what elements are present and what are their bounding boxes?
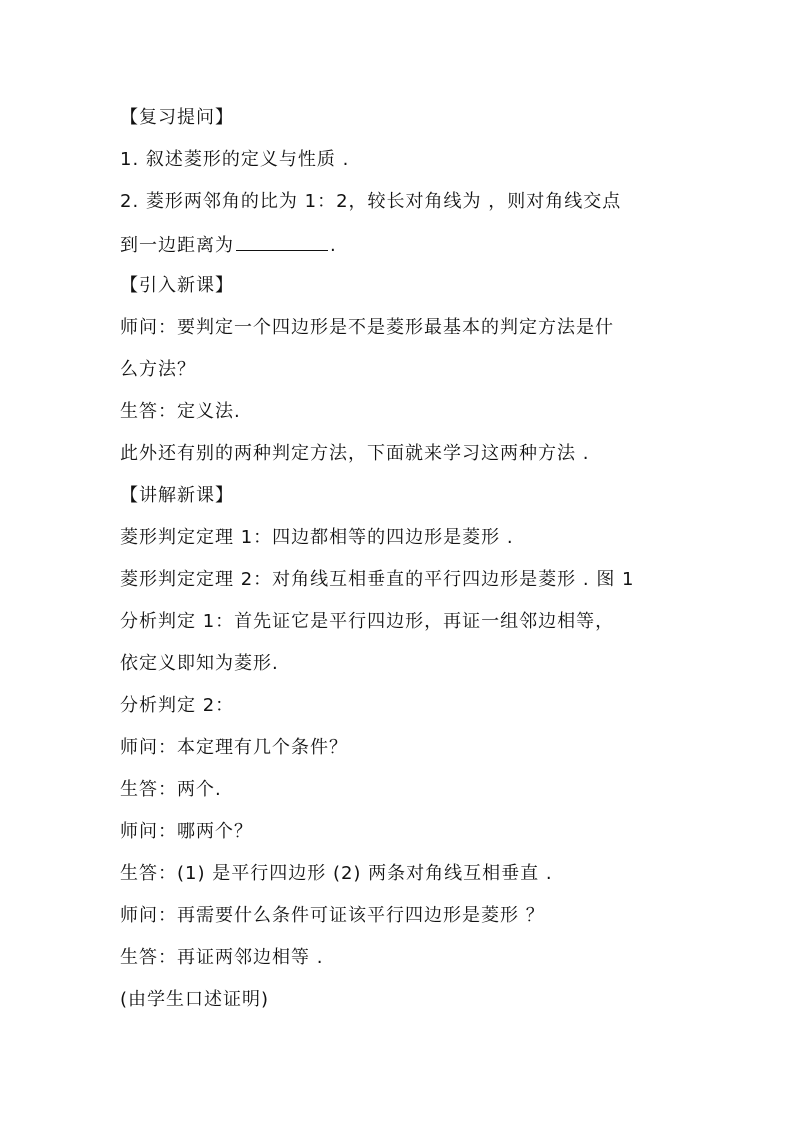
intro-teacher-question-line-2: 么方法？ <box>120 359 196 380</box>
intro-teacher-question-line-1: 师问：要判定一个四边形是不是菱形最基本的判定方法是什 <box>120 317 614 338</box>
review-question-2-prefix: 到一边距离为 <box>120 235 234 256</box>
heading-intro: 【引入新课】 <box>120 275 234 296</box>
analysis-2-heading: 分析判定 2： <box>120 695 235 716</box>
review-question-2-line-1: 2. 菱形两邻角的比为 1：2，较长对角线为 ，则对角线交点 <box>120 191 622 212</box>
theorem-1: 菱形判定定理 1：四边都相等的四边形是菱形 . <box>120 527 514 548</box>
dialog-line: 师问：再需要什么条件可证该平行四边形是菱形 ？ <box>120 905 545 926</box>
intro-more-methods: 此外还有别的两种判定方法，下面就来学习这两种方法 . <box>120 443 590 464</box>
review-question-2-line-2 <box>120 232 680 258</box>
intro-student-answer: 生答：定义法. <box>120 401 241 422</box>
dialog-line: 生答：(1) 是平行四边形 (2) 两条对角线互相垂直 . <box>120 863 553 884</box>
dialog-line: 师问：本定理有几个条件？ <box>120 737 348 758</box>
heading-review: 【复习提问】 <box>120 107 234 128</box>
dialog-line: (由学生口述证明) <box>120 989 270 1010</box>
answer-blank <box>236 232 328 251</box>
analysis-1-line-2: 依定义即知为菱形. <box>120 653 279 674</box>
theorem-2: 菱形判定定理 2：对角线互相垂直的平行四边形是菱形 . 图 1 <box>120 569 635 590</box>
review-question-1: 1. 叙述菱形的定义与性质 . <box>120 149 350 170</box>
review-question-2-suffix: . <box>330 235 337 256</box>
analysis-1-line-1: 分析判定 1：首先证它是平行四边形，再证一组邻边相等， <box>120 611 615 632</box>
dialog-line: 生答：再证两邻边相等 . <box>120 947 324 968</box>
dialog-line: 师问：哪两个？ <box>120 821 253 842</box>
heading-explain: 【讲解新课】 <box>120 485 234 506</box>
dialog-line: 生答：两个. <box>120 779 222 800</box>
